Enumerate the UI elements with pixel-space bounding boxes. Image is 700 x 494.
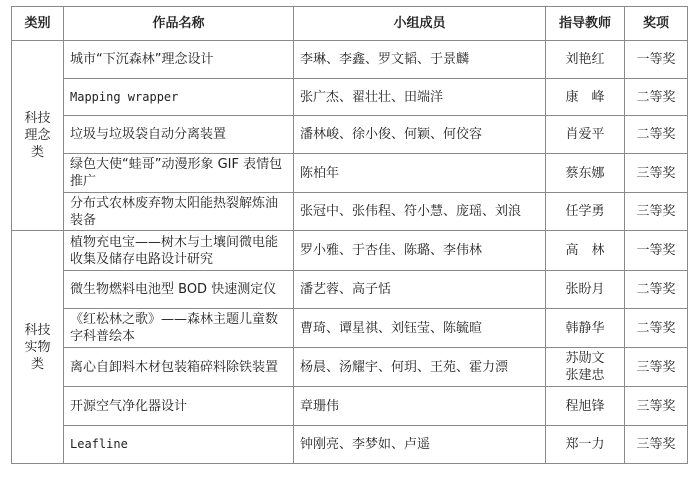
teacher-cell: 康 峰 [546,79,625,116]
work-cell: 分布式农林废弃物太阳能热裂解炼油装备 [64,193,294,231]
work-cell: 离心自卸料木材包装箱碎料除铁装置 [64,348,294,387]
table-row [12,426,688,464]
teacher-cell [546,348,625,387]
header-row [12,7,688,41]
work-cell: Leafline [64,426,294,464]
teacher-cell: 肖爱平 [546,116,625,154]
work-cell: 植物充电宝——树木与土壤间微电能收集及储存电路设计研究 [64,231,294,271]
teacher-cell: 高 林 [546,231,625,271]
teacher-cell: 郑一力 [546,426,625,464]
award-cell: 三等奖 [625,426,688,464]
members-cell: 张广杰、翟壮壮、田端洋 [294,79,546,116]
members-cell: 李琳、李鑫、罗文韬、于景麟 [294,41,546,79]
award-cell: 三等奖 [625,387,688,426]
award-cell: 一等奖 [625,41,688,79]
table-row [12,271,688,309]
category-cell [12,41,64,231]
work-cell: 绿色大使“蛙哥”动漫形象 GIF 表情包推广 [64,154,294,193]
members-cell: 杨晨、汤耀宇、何玥、王苑、霍力漂 [294,348,546,387]
teacher-cell: 张盼月 [546,271,625,309]
header-category: 类别 [12,7,64,41]
award-cell: 二等奖 [625,309,688,348]
awards-table [11,6,688,464]
category-label: 科技 理念 类 [24,111,51,160]
work-cell: 开源空气净化器设计 [64,387,294,426]
members-cell: 章珊伟 [294,387,546,426]
table-row [12,116,688,154]
members-cell: 钟刚亮、李梦如、卢遥 [294,426,546,464]
award-cell: 一等奖 [625,231,688,271]
table-row [12,387,688,426]
award-cell: 二等奖 [625,271,688,309]
work-cell: 微生物燃料电池型 BOD 快速测定仪 [64,271,294,309]
work-cell: 垃圾与垃圾袋自动分离装置 [64,116,294,154]
table-row [12,348,688,387]
header-award: 奖项 [625,7,688,41]
header-teacher: 指导教师 [546,7,625,41]
work-cell: 《红松林之歌》——森林主题儿童数字科普绘本 [64,309,294,348]
table-row [12,231,688,271]
header-work: 作品名称 [64,7,294,41]
members-cell: 曹琦、谭星祺、刘钰莹、陈毓暄 [294,309,546,348]
members-cell: 罗小雅、于杏佳、陈璐、李伟林 [294,231,546,271]
teacher-cell: 任学勇 [546,193,625,231]
category-cell [12,231,64,464]
table-row [12,79,688,116]
work-cell: Mapping wrapper [64,79,294,116]
award-cell: 三等奖 [625,154,688,193]
teacher-names: 苏勋文 张建忠 [565,351,605,383]
table-row [12,154,688,193]
teacher-cell: 蔡东娜 [546,154,625,193]
award-cell: 三等奖 [625,348,688,387]
teacher-cell: 程旭锋 [546,387,625,426]
table-row [12,309,688,348]
header-members: 小组成员 [294,7,546,41]
category-label: 科技 实物 类 [24,322,51,372]
work-cell: 城市“下沉森林”理念设计 [64,41,294,79]
award-cell: 二等奖 [625,79,688,116]
award-cell: 二等奖 [625,116,688,154]
members-cell: 潘艺蓉、高子恬 [294,271,546,309]
table-row [12,193,688,231]
members-cell: 陈柏年 [294,154,546,193]
teacher-cell: 韩静华 [546,309,625,348]
members-cell: 张冠中、张伟程、符小慧、庞瑶、刘浪 [294,193,546,231]
table-row [12,41,688,79]
members-cell: 潘林峻、徐小俊、何颖、何佼容 [294,116,546,154]
award-cell: 三等奖 [625,193,688,231]
teacher-cell: 刘艳红 [546,41,625,79]
